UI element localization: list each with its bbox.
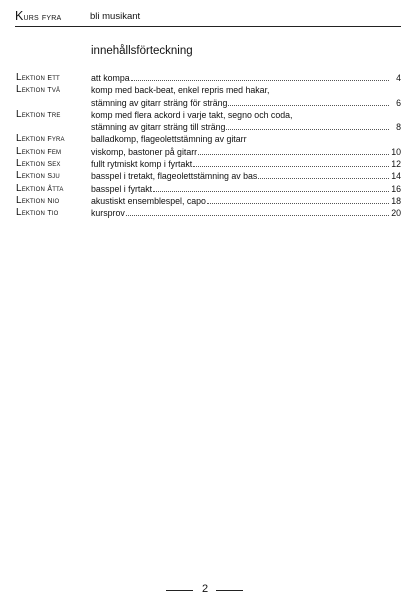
dot-leader bbox=[193, 165, 389, 167]
toc-line-text: balladkomp, flageolettstämning av gitarr bbox=[91, 134, 247, 145]
toc-entry bbox=[16, 72, 401, 84]
running-header bbox=[15, 9, 401, 26]
toc-line bbox=[91, 195, 401, 207]
dot-leader bbox=[228, 104, 389, 106]
page-footer bbox=[0, 583, 416, 597]
toc-line-text: komp med back-beat, enkel repris med hakar, bbox=[91, 85, 270, 96]
toc-page-number: 6 bbox=[396, 97, 401, 108]
lesson-label: Lektion fyra bbox=[16, 133, 65, 145]
table-of-contents bbox=[16, 72, 401, 220]
footer-dash-left bbox=[166, 590, 193, 591]
course-title: Kurs fyra bbox=[15, 9, 62, 23]
toc-line-text: akustiskt ensemblespel, capo bbox=[91, 195, 206, 206]
lesson-label: Lektion tio bbox=[16, 207, 59, 219]
lesson-description bbox=[91, 72, 401, 84]
lesson-description bbox=[91, 170, 401, 182]
toc-entry bbox=[16, 84, 401, 109]
lesson-label: Lektion ett bbox=[16, 72, 60, 83]
toc-entry bbox=[16, 183, 401, 195]
toc-line bbox=[91, 121, 401, 133]
toc-entry bbox=[16, 170, 401, 182]
toc-line-text: komp med flera ackord i varje takt, segno och coda, bbox=[91, 109, 293, 120]
toc-line bbox=[91, 97, 401, 109]
toc-line-text: fullt rytmiskt komp i fyrtakt bbox=[91, 159, 193, 170]
lesson-label: Lektion nio bbox=[16, 194, 60, 206]
toc-page-number: 8 bbox=[396, 122, 401, 133]
lesson-label: Lektion två bbox=[16, 84, 61, 96]
toc-line-text: stämning av gitarr sträng för sträng bbox=[91, 97, 228, 108]
toc-line-text: basspel i fyrtakt bbox=[91, 183, 153, 194]
lesson-label: Lektion tre bbox=[16, 108, 61, 120]
toc-page-number: 18 bbox=[391, 195, 401, 206]
toc-line bbox=[91, 146, 401, 158]
dot-leader bbox=[131, 79, 389, 81]
dot-leader bbox=[258, 177, 389, 179]
dot-leader bbox=[226, 128, 389, 130]
page-number: 2 bbox=[201, 583, 209, 595]
toc-entry bbox=[16, 146, 401, 158]
dot-leader bbox=[153, 190, 389, 192]
toc-line bbox=[91, 207, 401, 219]
lesson-label: Lektion sex bbox=[16, 158, 61, 170]
dot-leader bbox=[198, 153, 389, 155]
toc-line-text: kursprov bbox=[91, 208, 125, 219]
toc-line bbox=[91, 109, 401, 121]
toc-page-number: 10 bbox=[391, 146, 401, 157]
lesson-description bbox=[91, 146, 401, 158]
lesson-description bbox=[91, 84, 401, 109]
lesson-description bbox=[91, 133, 401, 145]
toc-entry bbox=[16, 109, 401, 134]
toc-page-number: 14 bbox=[391, 171, 401, 182]
toc-line-text: basspel i tretakt, flageolettstämning av bas bbox=[91, 171, 258, 182]
toc-line bbox=[91, 158, 401, 170]
course-subtitle: bli musikant bbox=[90, 11, 141, 22]
lesson-description bbox=[91, 109, 401, 134]
dot-leader bbox=[126, 214, 389, 216]
lesson-label: Lektion fem bbox=[16, 145, 62, 157]
toc-line bbox=[91, 170, 401, 182]
toc-entry bbox=[16, 207, 401, 219]
toc-page-number: 16 bbox=[391, 183, 401, 194]
dot-leader bbox=[207, 202, 389, 204]
toc-line bbox=[91, 84, 401, 96]
toc-line-text: att kompa bbox=[91, 73, 130, 83]
toc-line bbox=[91, 133, 401, 145]
lesson-description bbox=[91, 207, 401, 219]
toc-page-number: 4 bbox=[396, 73, 401, 83]
lesson-description bbox=[91, 195, 401, 207]
lesson-description bbox=[91, 158, 401, 170]
toc-page-number: 12 bbox=[391, 159, 401, 170]
toc-line bbox=[91, 183, 401, 195]
toc-entry bbox=[16, 195, 401, 207]
toc-heading: innehållsförteckning bbox=[91, 45, 193, 57]
toc-line bbox=[91, 72, 401, 84]
header-rule bbox=[15, 26, 401, 27]
toc-page-number: 20 bbox=[391, 208, 401, 219]
toc-line-text: viskomp, bastoner på gitarr bbox=[91, 146, 198, 157]
lesson-label: Lektion sju bbox=[16, 170, 60, 182]
lesson-description bbox=[91, 183, 401, 195]
footer-dash-right bbox=[216, 590, 243, 591]
toc-line-text: stämning av gitarr sträng till sträng bbox=[91, 122, 226, 133]
toc-entry bbox=[16, 133, 401, 145]
lesson-label: Lektion åtta bbox=[16, 182, 64, 194]
toc-entry bbox=[16, 158, 401, 170]
